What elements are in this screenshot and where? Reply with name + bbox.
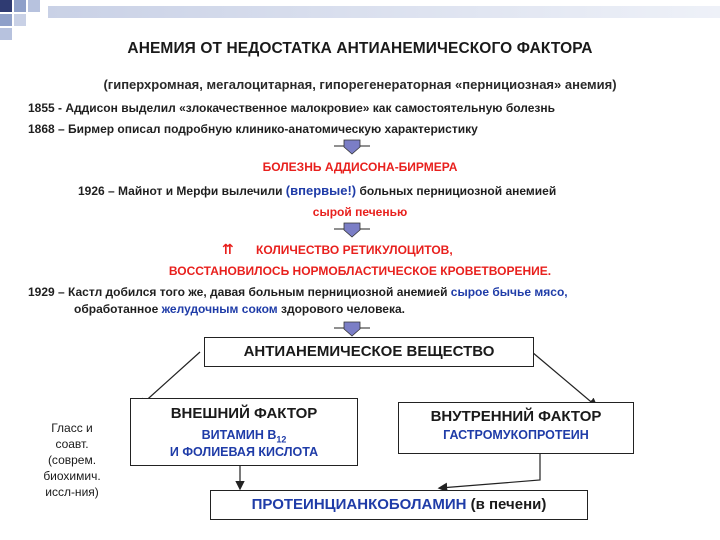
internal-factor-box (398, 402, 634, 454)
side-note-line: биохимич. (43, 469, 101, 483)
folic-acid: И ФОЛИЕВАЯ КИСЛОТА (169, 444, 319, 459)
history-1926-text: 1926 – Майнот и Мерфи вылечили (78, 184, 286, 198)
page-title: АНЕМИЯ ОТ НЕДОСТАТКА АНТИАНЕМИЧЕСКОГО ФАКТОРА (127, 40, 593, 57)
external-factor-box (130, 398, 358, 466)
history-1929-cont-end: здорового человека. (277, 302, 405, 316)
proteincyancobalamin-box (210, 490, 588, 520)
page-subtitle: (гиперхромная, мегалоцитарная, гипорегенераторная «пернициозная» анемия) (103, 77, 617, 92)
gastromucoprotein: ГАСТРОМУКОПРОТЕИН (443, 428, 589, 442)
proteincyancobalamin-location: (в печени) (466, 496, 547, 513)
raw-liver: сырой печенью (312, 205, 408, 219)
history-1926-text-end: больных пернициозной анемией (356, 184, 557, 198)
vitamin-b12-label: ВИТАМИН В (201, 428, 277, 442)
increase-arrows-icon: ⇈ (222, 241, 234, 257)
external-factor-title: ВНЕШНИЙ ФАКТОР (170, 405, 318, 422)
side-note (28, 420, 116, 500)
history-1929-text: 1929 – Кастл добился того же, давая больным пернициозной анемией (28, 285, 451, 299)
history-1929-emphasis: сырое бычье мясо, (450, 285, 568, 299)
history-1855: 1855 - Аддисон выделил «злокачественное малокровие» как самостоятельную болезнь (28, 101, 555, 115)
history-1926-emphasis: (впервые!) (285, 183, 357, 198)
side-note-line: иссл-ния) (45, 485, 99, 499)
disease-name: БОЛЕЗНЬ АДДИСОНА-БИРМЕРА (262, 160, 458, 174)
history-1929-cont-text: обработанное (74, 302, 162, 316)
result-reticulocytes: КОЛИЧЕСТВО РЕТИКУЛОЦИТОВ, (256, 243, 453, 257)
side-note-line: (соврем. (47, 453, 97, 467)
side-note-line: Гласс и (51, 421, 93, 435)
internal-factor-title: ВНУТРЕННИЙ ФАКТОР (430, 408, 602, 425)
proteincyancobalamin-label: ПРОТЕИНЦИАНКОБОЛАМИН (251, 496, 467, 513)
vitamin-b12-index: 12 (276, 434, 287, 445)
side-note-line: соавт. (55, 437, 89, 451)
vitamin-b12 (131, 428, 357, 445)
result-hematopoiesis: ВОССТАНОВИЛОСЬ НОРМОБЛАСТИЧЕСКОЕ КРОВЕТВОРЕНИЕ. (168, 264, 552, 278)
antianemic-substance-box: АНТИАНЕМИЧЕСКОЕ ВЕЩЕСТВО (204, 337, 534, 367)
history-1929-cont-emphasis: желудочным соком (161, 302, 278, 316)
history-1868: 1868 – Бирмер описал подробную клинико-анатомическую характеристику (28, 122, 478, 136)
